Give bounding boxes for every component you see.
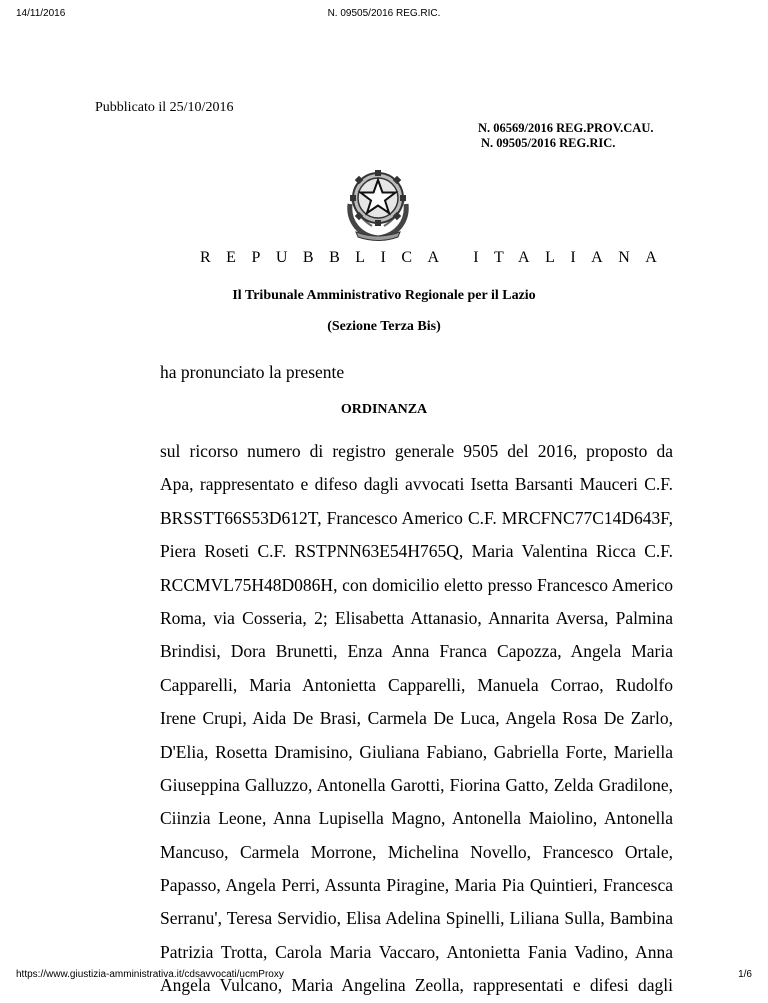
document-body [160, 435, 673, 1003]
registry-line-1: N. 06569/2016 REG.PROV.CAU. [478, 121, 654, 135]
court-section: (Sezione Terza Bis) [327, 319, 441, 334]
republic-heading: REPUBBLICA ITALIANA [200, 249, 673, 266]
body-line: Irene Crupi, Aida De Brasi, Carmela De Luca, Angela Rosa De Zarlo, [160, 708, 673, 729]
intro-text: ha pronunciato la presente [160, 362, 345, 382]
body-line: Apa, rappresentato e difeso dagli avvocati Isetta Barsanti Mauceri C.F. [160, 474, 673, 495]
registry-numbers [478, 121, 653, 151]
document-type: ORDINANZA [340, 402, 428, 417]
body-line: Ciinzia Leone, Anna Lupisella Magno, Antonella Maiolino, Antonella [160, 808, 673, 829]
body-line: Capparelli, Maria Antonietta Capparelli, Manuela Corrao, Rudolfo [160, 674, 673, 695]
body-line: Piera Roseti C.F. RSTPNN63E54H765Q, Maria Valentina Ricca C.F. [160, 541, 673, 562]
body-line: Roma, via Cosseria, 2; Elisabetta Attanasio, Annarita Aversa, Palmina [160, 607, 673, 628]
print-title: N. 09505/2016 REG.RIC. [327, 8, 441, 19]
body-line: sul ricorso numero di registro generale 9505 del 2016, proposto da [160, 441, 673, 461]
body-line: Giuseppina Galluzzo, Antonella Garotti, Fiorina Gatto, Zelda Gradilone, [160, 774, 673, 795]
body-line: Angela Vulcano, Maria Angelina Zeolla, rappresentati e difesi dagli [160, 975, 673, 996]
print-date: 14/11/2016 [16, 8, 66, 19]
italian-republic-emblem-icon [336, 160, 420, 244]
footer-url: https://www.giustizia-amministrativa.it/cdsavvocati/ucmProxy [16, 969, 284, 980]
body-line: D'Elia, Rosetta Dramisino, Giuliana Fabiano, Gabriella Forte, Mariella [160, 741, 673, 762]
page-number: 1/6 [738, 969, 752, 980]
court-name: Il Tribunale Amministrativo Regionale per il Lazio [232, 288, 536, 303]
body-line: Serranu', Teresa Servidio, Elisa Adelina Spinelli, Liliana Sulla, Bambina [160, 908, 673, 929]
registry-line-2: N. 09505/2016 REG.RIC. [481, 136, 616, 150]
body-line: Brindisi, Dora Brunetti, Enza Anna Franca Capozza, Angela Maria [160, 641, 673, 662]
body-line: Patrizia Trotta, Carola Maria Vaccaro, Antonietta Fania Vadino, Anna [160, 941, 673, 962]
body-line: Papasso, Angela Perri, Assunta Piragine, Maria Pia Quintieri, Francesca [160, 875, 673, 896]
body-line: Mancuso, Carmela Morrone, Michelina Novello, Francesco Ortale, [160, 841, 673, 862]
publication-date: Pubblicato il 25/10/2016 [95, 100, 234, 115]
body-line: RCCMVL75H48D086H, con domicilio eletto presso Francesco Americo [160, 574, 673, 595]
body-line: BRSSTT66S53D612T, Francesco Americo C.F. MRCFNC77C14D643F, [160, 507, 673, 528]
